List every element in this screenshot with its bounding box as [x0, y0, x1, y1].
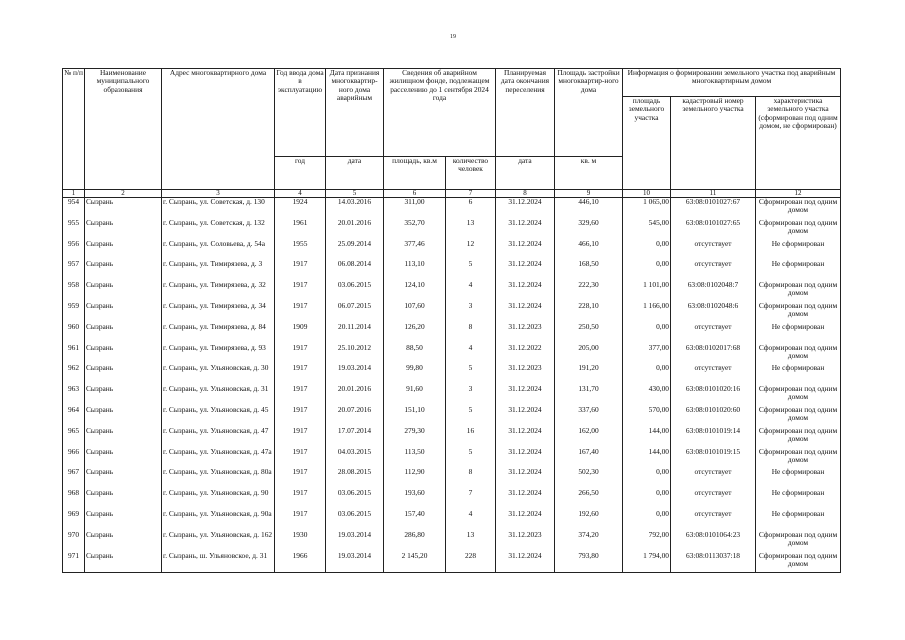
cell-municipality: Сызрань: [85, 552, 162, 573]
cell-year: 1930: [275, 531, 326, 552]
cell-land-area: 0,00: [623, 489, 671, 510]
column-number: 3: [162, 190, 275, 198]
cell-area: 352,70: [384, 219, 446, 240]
cell-building-area: 374,20: [555, 531, 623, 552]
cell-people: 8: [446, 468, 496, 489]
column-number: 1: [63, 190, 85, 198]
cell-planned-date: 31.12.2024: [496, 468, 555, 489]
column-number: 5: [326, 190, 384, 198]
emergency-housing-table: [62, 68, 841, 573]
table-row: [63, 427, 841, 448]
cell-land-status: Сформирован под одним домом: [756, 219, 841, 240]
table-row: [63, 260, 841, 281]
cell-land-status: Не сформирован: [756, 260, 841, 281]
column-number: 6: [384, 190, 446, 198]
cell-land-area: 0,00: [623, 364, 671, 385]
cell-land-status: Сформирован под одним домом: [756, 406, 841, 427]
cell-planned-date: 31.12.2024: [496, 427, 555, 448]
cell-people: 16: [446, 427, 496, 448]
cell-date-recognized: 03.06.2015: [326, 510, 384, 531]
table-row: [63, 344, 841, 365]
cell-land-area: 1 166,00: [623, 302, 671, 323]
cell-date-recognized: 03.06.2015: [326, 489, 384, 510]
cell-land-status: Сформирован под одним домом: [756, 448, 841, 469]
cell-area: 99,80: [384, 364, 446, 385]
cell-year: 1917: [275, 344, 326, 365]
cell-address: г. Сызрань, ул. Тимирязева, д. 3: [162, 260, 275, 281]
cell-area: 311,00: [384, 198, 446, 219]
column-number: 4: [275, 190, 326, 198]
cell-date-recognized: 20.01.2016: [326, 385, 384, 406]
cell-area: 113,50: [384, 448, 446, 469]
cell-people: 5: [446, 448, 496, 469]
cell-people: 5: [446, 364, 496, 385]
cell-year: 1917: [275, 302, 326, 323]
cell-people: 4: [446, 344, 496, 365]
cell-building-area: 205,00: [555, 344, 623, 365]
cell-land-area: 792,00: [623, 531, 671, 552]
cell-date-recognized: 20.11.2014: [326, 323, 384, 344]
cell-municipality: Сызрань: [85, 281, 162, 302]
cell-land-status: Сформирован под одним домом: [756, 281, 841, 302]
cell-cadastral: отсутствует: [671, 468, 756, 489]
cell-people: 3: [446, 302, 496, 323]
table-row: [63, 448, 841, 469]
cell-municipality: Сызрань: [85, 198, 162, 219]
cell-planned-date: 31.12.2024: [496, 302, 555, 323]
unit-plan-date: дата: [496, 157, 555, 190]
cell-building-area: 793,80: [555, 552, 623, 573]
cell-address: г. Сызрань, ул. Ульяновская, д. 90: [162, 489, 275, 510]
cell-number: 954: [63, 198, 85, 219]
cell-cadastral: отсутствует: [671, 364, 756, 385]
cell-year: 1917: [275, 427, 326, 448]
cell-land-area: 144,00: [623, 448, 671, 469]
cell-cadastral: 63:08:0101064:23: [671, 531, 756, 552]
cell-people: 228: [446, 552, 496, 573]
cell-land-status: Не сформирован: [756, 240, 841, 261]
cell-area: 193,60: [384, 489, 446, 510]
cell-building-area: 222,30: [555, 281, 623, 302]
cell-cadastral: 63:08:0101027:65: [671, 219, 756, 240]
cell-planned-date: 31.12.2024: [496, 260, 555, 281]
cell-land-status: Сформирован под одним домом: [756, 427, 841, 448]
cell-people: 8: [446, 323, 496, 344]
cell-address: г. Сызрань, ул. Ульяновская, д. 45: [162, 406, 275, 427]
unit-sqm: кв. м: [555, 157, 623, 190]
cell-planned-date: 31.12.2024: [496, 240, 555, 261]
table-row: [63, 489, 841, 510]
cell-cadastral: отсутствует: [671, 260, 756, 281]
cell-number: 964: [63, 406, 85, 427]
header-cadastral: кадастровый номер земельного участка: [671, 97, 756, 190]
cell-people: 5: [446, 406, 496, 427]
cell-number: 958: [63, 281, 85, 302]
cell-year: 1917: [275, 448, 326, 469]
cell-year: 1917: [275, 510, 326, 531]
cell-number: 963: [63, 385, 85, 406]
page-number: 19: [450, 34, 456, 40]
cell-date-recognized: 19.03.2014: [326, 364, 384, 385]
cell-cadastral: 63:08:0101019:15: [671, 448, 756, 469]
cell-building-area: 192,60: [555, 510, 623, 531]
cell-year: 1924: [275, 198, 326, 219]
cell-planned-date: 31.12.2024: [496, 448, 555, 469]
cell-number: 957: [63, 260, 85, 281]
cell-municipality: Сызрань: [85, 240, 162, 261]
cell-municipality: Сызрань: [85, 531, 162, 552]
cell-land-area: 1 101,00: [623, 281, 671, 302]
table-row: [63, 219, 841, 240]
cell-people: 5: [446, 260, 496, 281]
cell-number: 967: [63, 468, 85, 489]
cell-date-recognized: 19.03.2014: [326, 552, 384, 573]
cell-cadastral: 63:08:0102048:6: [671, 302, 756, 323]
cell-land-status: Сформирован под одним домом: [756, 531, 841, 552]
cell-land-status: Сформирован под одним домом: [756, 385, 841, 406]
cell-date-recognized: 06.08.2014: [326, 260, 384, 281]
cell-number: 956: [63, 240, 85, 261]
cell-planned-date: 31.12.2023: [496, 323, 555, 344]
cell-cadastral: отсутствует: [671, 323, 756, 344]
cell-land-status: Сформирован под одним домом: [756, 552, 841, 573]
cell-address: г. Сызрань, ул. Советская, д. 130: [162, 198, 275, 219]
header-emergency-info: Сведения об аварийном жилищном фонде, подлежащем расселению до 1 сентября 2024 года: [384, 69, 496, 157]
cell-planned-date: 31.12.2024: [496, 510, 555, 531]
unit-area: площадь, кв.м: [384, 157, 446, 190]
header-land-char: характеристика земельного участка (сформирован под одним домом, не сформирован): [756, 97, 841, 190]
cell-number: 970: [63, 531, 85, 552]
cell-cadastral: 63:08:0102048:7: [671, 281, 756, 302]
column-number: 11: [671, 190, 756, 198]
cell-year: 1961: [275, 219, 326, 240]
cell-municipality: Сызрань: [85, 489, 162, 510]
cell-area: 107,60: [384, 302, 446, 323]
cell-land-area: 570,00: [623, 406, 671, 427]
cell-address: г. Сызрань, ул. Тимирязева, д. 93: [162, 344, 275, 365]
cell-land-status: Не сформирован: [756, 510, 841, 531]
cell-planned-date: 31.12.2024: [496, 281, 555, 302]
cell-year: 1955: [275, 240, 326, 261]
table-row: [63, 281, 841, 302]
cell-year: 1917: [275, 406, 326, 427]
header-land-area: площадь земельного участка: [623, 97, 671, 190]
cell-address: г. Сызрань, ул. Ульяновская, д. 90а: [162, 510, 275, 531]
cell-municipality: Сызрань: [85, 260, 162, 281]
cell-number: 960: [63, 323, 85, 344]
cell-cadastral: 63:08:0101020:16: [671, 385, 756, 406]
cell-planned-date: 31.12.2023: [496, 531, 555, 552]
cell-cadastral: отсутствует: [671, 240, 756, 261]
table-row: [63, 406, 841, 427]
table-row: [63, 385, 841, 406]
column-number: 9: [555, 190, 623, 198]
cell-year: 1917: [275, 468, 326, 489]
cell-people: 13: [446, 531, 496, 552]
cell-year: 1917: [275, 364, 326, 385]
cell-date-recognized: 06.07.2015: [326, 302, 384, 323]
cell-date-recognized: 28.08.2015: [326, 468, 384, 489]
cell-address: г. Сызрань, ул. Ульяновская, д. 47: [162, 427, 275, 448]
unit-date: дата: [326, 157, 384, 190]
cell-address: г. Сызрань, ул. Тимирязева, д. 32: [162, 281, 275, 302]
cell-people: 3: [446, 385, 496, 406]
header-address: Адрес многоквартирного дома: [162, 69, 275, 190]
cell-building-area: 446,10: [555, 198, 623, 219]
cell-planned-date: 31.12.2024: [496, 198, 555, 219]
cell-building-area: 250,50: [555, 323, 623, 344]
cell-municipality: Сызрань: [85, 427, 162, 448]
cell-date-recognized: 19.03.2014: [326, 531, 384, 552]
cell-municipality: Сызрань: [85, 448, 162, 469]
cell-municipality: Сызрань: [85, 385, 162, 406]
cell-building-area: 167,40: [555, 448, 623, 469]
cell-land-area: 0,00: [623, 240, 671, 261]
cell-planned-date: 31.12.2023: [496, 364, 555, 385]
table-row: [63, 510, 841, 531]
cell-number: 966: [63, 448, 85, 469]
cell-land-status: Сформирован под одним домом: [756, 198, 841, 219]
cell-cadastral: 63:08:0113037:18: [671, 552, 756, 573]
header-municipality: Наименование муниципального образования: [85, 69, 162, 190]
cell-date-recognized: 04.03.2015: [326, 448, 384, 469]
cell-cadastral: отсутствует: [671, 489, 756, 510]
cell-area: 2 145,20: [384, 552, 446, 573]
cell-area: 126,20: [384, 323, 446, 344]
cell-municipality: Сызрань: [85, 468, 162, 489]
table-header: [63, 69, 841, 198]
cell-municipality: Сызрань: [85, 406, 162, 427]
cell-address: г. Сызрань, ул. Ульяновская, д. 162: [162, 531, 275, 552]
cell-area: 91,60: [384, 385, 446, 406]
cell-planned-date: 31.12.2024: [496, 406, 555, 427]
column-number: 2: [85, 190, 162, 198]
cell-building-area: 337,60: [555, 406, 623, 427]
cell-cadastral: 63:08:0101019:14: [671, 427, 756, 448]
cell-people: 13: [446, 219, 496, 240]
cell-area: 151,10: [384, 406, 446, 427]
cell-land-area: 0,00: [623, 510, 671, 531]
cell-year: 1909: [275, 323, 326, 344]
cell-building-area: 191,20: [555, 364, 623, 385]
table-row: [63, 302, 841, 323]
cell-land-area: 1 065,00: [623, 198, 671, 219]
table-row: [63, 552, 841, 573]
cell-date-recognized: 17.07.2014: [326, 427, 384, 448]
column-number: 12: [756, 190, 841, 198]
cell-people: 12: [446, 240, 496, 261]
table-row: [63, 531, 841, 552]
cell-year: 1917: [275, 489, 326, 510]
cell-people: 4: [446, 510, 496, 531]
cell-people: 6: [446, 198, 496, 219]
unit-people: количество человек: [446, 157, 496, 190]
cell-address: г. Сызрань, ул. Советская, д. 132: [162, 219, 275, 240]
cell-date-recognized: 20.01.2016: [326, 219, 384, 240]
header-year-built: Год ввода дома в эксплуатацию: [275, 69, 326, 157]
cell-address: г. Сызрань, ул. Ульяновская, д. 31: [162, 385, 275, 406]
cell-date-recognized: 25.09.2014: [326, 240, 384, 261]
header-planned-date: Планируемая дата окончания переселения: [496, 69, 555, 157]
cell-land-area: 430,00: [623, 385, 671, 406]
cell-address: г. Сызрань, ул. Соловьева, д. 54а: [162, 240, 275, 261]
cell-area: 157,40: [384, 510, 446, 531]
unit-year: год: [275, 157, 326, 190]
cell-building-area: 131,70: [555, 385, 623, 406]
cell-land-area: 144,00: [623, 427, 671, 448]
cell-land-area: 0,00: [623, 323, 671, 344]
header-date-recognized: Дата признания многоквартир-ного дома аварийным: [326, 69, 384, 157]
cell-number: 965: [63, 427, 85, 448]
cell-cadastral: 63:08:0101027:67: [671, 198, 756, 219]
cell-planned-date: 31.12.2024: [496, 385, 555, 406]
cell-planned-date: 31.12.2022: [496, 344, 555, 365]
cell-cadastral: 63:08:0101020:60: [671, 406, 756, 427]
cell-address: г. Сызрань, ул. Тимирязева, д. 34: [162, 302, 275, 323]
cell-land-status: Сформирован под одним домом: [756, 302, 841, 323]
cell-land-status: Не сформирован: [756, 489, 841, 510]
column-number: 10: [623, 190, 671, 198]
cell-municipality: Сызрань: [85, 323, 162, 344]
cell-area: 377,46: [384, 240, 446, 261]
cell-planned-date: 31.12.2024: [496, 552, 555, 573]
cell-address: г. Сызрань, ул. Ульяновская, д. 30: [162, 364, 275, 385]
table-row: [63, 240, 841, 261]
cell-number: 968: [63, 489, 85, 510]
cell-address: г. Сызрань, ш. Ульяновское, д. 31: [162, 552, 275, 573]
cell-land-status: Не сформирован: [756, 364, 841, 385]
cell-area: 286,80: [384, 531, 446, 552]
cell-area: 124,10: [384, 281, 446, 302]
cell-date-recognized: 20.07.2016: [326, 406, 384, 427]
cell-planned-date: 31.12.2024: [496, 219, 555, 240]
cell-address: г. Сызрань, ул. Тимирязева, д. 84: [162, 323, 275, 344]
column-number: 7: [446, 190, 496, 198]
cell-address: г. Сызрань, ул. Ульяновская, д. 80а: [162, 468, 275, 489]
cell-land-area: 0,00: [623, 468, 671, 489]
cell-land-area: 1 794,00: [623, 552, 671, 573]
cell-building-area: 266,50: [555, 489, 623, 510]
cell-building-area: 466,10: [555, 240, 623, 261]
cell-date-recognized: 25.10.2012: [326, 344, 384, 365]
cell-year: 1917: [275, 260, 326, 281]
header-num: № п/п: [63, 69, 85, 190]
cell-building-area: 168,50: [555, 260, 623, 281]
cell-municipality: Сызрань: [85, 510, 162, 531]
cell-land-status: Сформирован под одним домом: [756, 344, 841, 365]
cell-building-area: 162,00: [555, 427, 623, 448]
cell-people: 7: [446, 489, 496, 510]
cell-year: 1917: [275, 281, 326, 302]
cell-date-recognized: 14.03.2016: [326, 198, 384, 219]
table-body: [63, 198, 841, 573]
cell-building-area: 228,10: [555, 302, 623, 323]
cell-number: 962: [63, 364, 85, 385]
cell-date-recognized: 03.06.2015: [326, 281, 384, 302]
cell-building-area: 502,30: [555, 468, 623, 489]
cell-municipality: Сызрань: [85, 219, 162, 240]
cell-cadastral: отсутствует: [671, 510, 756, 531]
cell-cadastral: 63:08:0102017:68: [671, 344, 756, 365]
cell-area: 279,30: [384, 427, 446, 448]
cell-area: 113,10: [384, 260, 446, 281]
cell-year: 1966: [275, 552, 326, 573]
table-row: [63, 468, 841, 489]
cell-land-status: Не сформирован: [756, 323, 841, 344]
cell-people: 4: [446, 281, 496, 302]
cell-area: 112,90: [384, 468, 446, 489]
header-land-info: Информация о формировании земельного участка под аварийным многоквартирным домом: [623, 69, 841, 97]
header-building-area: Площадь застройки многоквартир-ного дома: [555, 69, 623, 157]
cell-building-area: 329,60: [555, 219, 623, 240]
table-row: [63, 364, 841, 385]
cell-land-area: 0,00: [623, 260, 671, 281]
cell-address: г. Сызрань, ул. Ульяновская, д. 47а: [162, 448, 275, 469]
cell-number: 955: [63, 219, 85, 240]
cell-area: 88,50: [384, 344, 446, 365]
column-number: 8: [496, 190, 555, 198]
cell-number: 959: [63, 302, 85, 323]
cell-number: 961: [63, 344, 85, 365]
cell-year: 1917: [275, 385, 326, 406]
table-row: [63, 198, 841, 219]
column-number-row: [63, 190, 841, 198]
cell-municipality: Сызрань: [85, 302, 162, 323]
cell-land-area: 545,00: [623, 219, 671, 240]
cell-number: 971: [63, 552, 85, 573]
cell-municipality: Сызрань: [85, 364, 162, 385]
cell-land-status: Не сформирован: [756, 468, 841, 489]
table-row: [63, 323, 841, 344]
cell-land-area: 377,00: [623, 344, 671, 365]
cell-planned-date: 31.12.2024: [496, 489, 555, 510]
cell-number: 969: [63, 510, 85, 531]
cell-municipality: Сызрань: [85, 344, 162, 365]
